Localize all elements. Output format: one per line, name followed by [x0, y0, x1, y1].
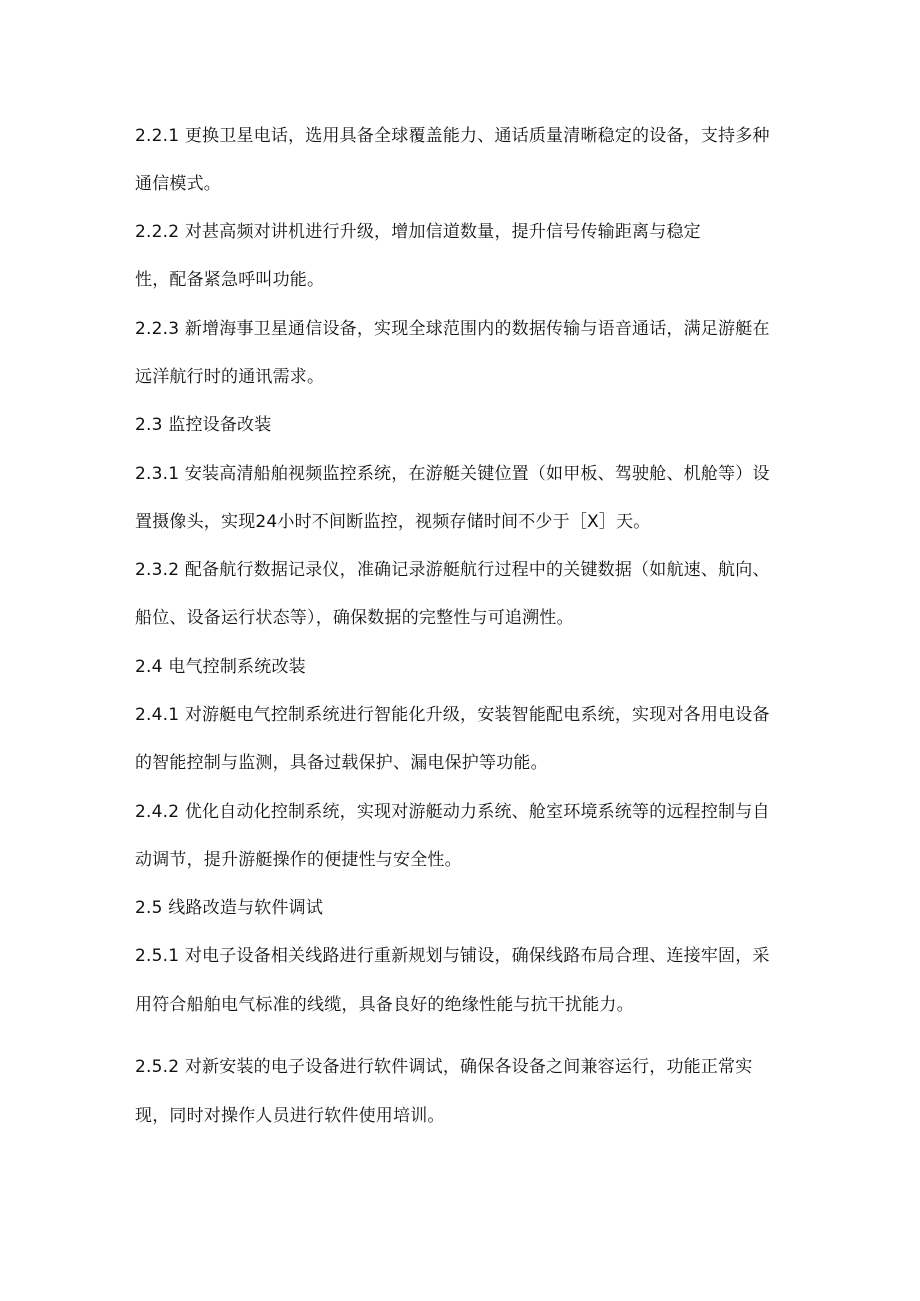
- clause-2-2-3-line-1: 2.2.3 新增海事卫星通信设备，实现全球范围内的数据传输与语音通话，满足游艇在: [135, 319, 770, 339]
- clause-2-5-2-line-1: 2.5.2 对新安装的电子设备进行软件调试，确保各设备之间兼容运行，功能正常实: [135, 1057, 753, 1077]
- clause-2-2-2-line-1: 2.2.2 对甚高频对讲机进行升级，增加信道数量，提升信号传输距离与稳定: [135, 222, 701, 242]
- clause-2-2-3-line-2: 远洋航行时的通讯需求。: [135, 367, 325, 387]
- clause-2-3-1-line-1: 2.3.1 安装高清船舶视频监控系统，在游艇关键位置（如甲板、驾驶舱、机舱等）设: [135, 464, 770, 484]
- section-2-3-heading: 2.3 监控设备改装: [135, 415, 272, 435]
- section-2-4-heading: 2.4 电气控制系统改装: [135, 657, 306, 677]
- clause-2-3-1-line-2: 置摄像头，实现24小时不间断监控，视频存储时间不少于［X］天。: [135, 512, 651, 532]
- section-2-5-heading: 2.5 线路改造与软件调试: [135, 898, 324, 918]
- clause-2-3-2-line-1: 2.3.2 配备航行数据记录仪，准确记录游艇航行过程中的关键数据（如航速、航向、: [135, 560, 770, 580]
- clause-2-4-2-line-1: 2.4.2 优化自动化控制系统，实现对游艇动力系统、舱室环境系统等的远程控制与自: [135, 802, 770, 822]
- clause-2-4-1-line-1: 2.4.1 对游艇电气控制系统进行智能化升级，安装智能配电系统，实现对各用电设备: [135, 705, 770, 725]
- clause-2-5-1-line-2: 用符合船舶电气标准的线缆，具备良好的绝缘性能与抗干扰能力。: [135, 995, 634, 1015]
- clause-2-4-2-line-2: 动调节，提升游艇操作的便捷性与安全性。: [135, 850, 462, 870]
- clause-2-3-2-line-2: 船位、设备运行状态等），确保数据的完整性与可追溯性。: [135, 608, 574, 628]
- clause-2-2-1-line-1: 2.2.1 更换卫星电话，选用具备全球覆盖能力、通话质量清晰稳定的设备，支持多种: [135, 126, 770, 146]
- clause-2-5-2-line-2: 现，同时对操作人员进行软件使用培训。: [135, 1106, 445, 1126]
- clause-2-4-1-line-2: 的智能控制与监测，具备过载保护、漏电保护等功能。: [135, 753, 548, 773]
- clause-2-2-1-line-2: 通信模式。: [135, 174, 221, 194]
- clause-2-5-1-line-1: 2.5.1 对电子设备相关线路进行重新规划与铺设，确保线路布局合理、连接牢固，采: [135, 946, 770, 966]
- clause-2-2-2-line-2: 性，配备紧急呼叫功能。: [135, 270, 325, 290]
